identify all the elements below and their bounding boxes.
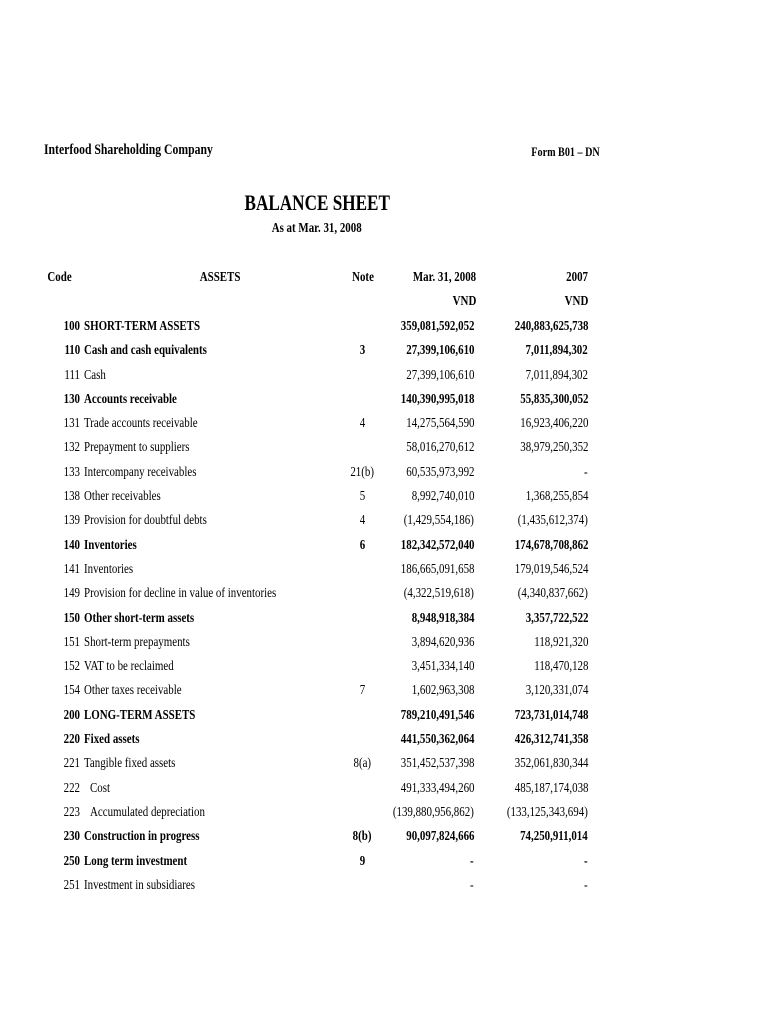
row-amount-previous: - xyxy=(584,877,588,893)
row-amount-current: 351,452,537,398 xyxy=(400,756,474,772)
row-code: 131 xyxy=(63,416,80,432)
table-row xyxy=(0,438,770,462)
row-description: Tangible fixed assets xyxy=(84,756,176,772)
row-amount-previous: 485,187,174,038 xyxy=(514,780,588,796)
currency-label-previous: VND xyxy=(564,294,588,309)
row-description: Provision for decline in value of inventories xyxy=(84,586,277,602)
row-amount-current: 3,451,334,140 xyxy=(411,659,474,675)
row-amount-current: 8,992,740,010 xyxy=(411,489,474,505)
row-amount-previous: 426,312,741,358 xyxy=(514,732,588,748)
row-amount-previous: 3,357,722,522 xyxy=(525,610,588,626)
row-amount-previous: 7,011,894,302 xyxy=(525,367,588,383)
table-row xyxy=(0,341,770,365)
row-amount-current: 3,894,620,936 xyxy=(411,634,474,650)
row-amount-current: (139,880,956,862) xyxy=(393,804,474,820)
row-description: Cost xyxy=(90,780,111,796)
table-row xyxy=(0,536,770,560)
row-code: 223 xyxy=(63,804,80,820)
row-code: 150 xyxy=(63,610,80,626)
table-row xyxy=(0,681,770,705)
table-row xyxy=(0,511,770,535)
row-note: 3 xyxy=(359,343,366,359)
row-amount-previous: - xyxy=(584,853,588,869)
row-amount-previous: 1,368,255,854 xyxy=(525,489,588,505)
row-amount-current: 90,097,824,666 xyxy=(405,829,474,845)
row-note: 7 xyxy=(359,683,366,699)
table-row xyxy=(0,366,770,390)
table-row xyxy=(0,754,770,778)
row-amount-current: 182,342,572,040 xyxy=(400,537,474,553)
row-amount-previous: 723,731,014,748 xyxy=(514,707,588,723)
table-row xyxy=(0,779,770,803)
balance-sheet-table xyxy=(0,317,770,900)
column-header-note: Note xyxy=(351,270,374,285)
row-code: 151 xyxy=(63,634,80,650)
table-row xyxy=(0,463,770,487)
document-title: BALANCE SHEET xyxy=(244,190,390,215)
row-amount-previous: 118,470,128 xyxy=(533,659,588,675)
row-code: 100 xyxy=(63,319,80,334)
row-amount-previous: 7,011,894,302 xyxy=(525,343,588,359)
table-row xyxy=(0,827,770,851)
row-code: 139 xyxy=(63,513,80,529)
row-description: Intercompany receivables xyxy=(84,464,197,480)
table-row xyxy=(0,609,770,633)
column-header-assets: ASSETS xyxy=(199,270,241,285)
row-description: SHORT-TERM ASSETS xyxy=(84,319,201,334)
row-description: Construction in progress xyxy=(84,829,200,845)
document-date: As at Mar. 31, 2008 xyxy=(272,221,362,236)
row-note: 8(b) xyxy=(353,829,372,845)
form-code: Form B01 – DN xyxy=(531,144,600,159)
row-description: Cash and cash equivalents xyxy=(84,343,207,359)
row-code: 251 xyxy=(63,877,80,893)
row-code: 230 xyxy=(63,829,80,845)
table-row xyxy=(0,414,770,438)
row-code: 130 xyxy=(63,391,80,407)
table-row xyxy=(0,706,770,730)
row-description: Inventories xyxy=(84,537,137,553)
row-amount-current: 140,390,995,018 xyxy=(400,391,474,407)
table-row xyxy=(0,633,770,657)
row-code: 200 xyxy=(63,707,80,723)
row-amount-previous: - xyxy=(584,464,588,480)
row-code: 149 xyxy=(63,586,80,602)
table-row xyxy=(0,317,770,341)
row-code: 221 xyxy=(63,756,80,772)
row-description: Provision for doubtful debts xyxy=(84,513,207,529)
row-description: Accumulated depreciation xyxy=(90,804,205,820)
row-amount-current: 27,399,106,610 xyxy=(405,343,474,359)
row-amount-current: 491,333,494,260 xyxy=(400,780,474,796)
row-code: 250 xyxy=(63,853,80,869)
row-amount-current: 359,081,592,052 xyxy=(400,319,474,334)
table-row xyxy=(0,657,770,681)
row-description: Prepayment to suppliers xyxy=(84,440,190,456)
currency-label-current: VND xyxy=(452,294,476,309)
table-row xyxy=(0,730,770,754)
row-code: 141 xyxy=(63,561,80,577)
row-amount-previous: 352,061,830,344 xyxy=(514,756,588,772)
row-code: 133 xyxy=(63,464,80,480)
column-header-current-period: Mar. 31, 2008 xyxy=(412,270,476,285)
row-code: 220 xyxy=(63,732,80,748)
row-amount-previous: (1,435,612,374) xyxy=(517,513,588,529)
table-row xyxy=(0,803,770,827)
row-amount-current: - xyxy=(470,853,474,869)
column-header-previous-period: 2007 xyxy=(566,270,588,285)
row-description: Cash xyxy=(84,367,106,383)
row-description: Investment in subsidiares xyxy=(84,877,196,893)
row-description: Inventories xyxy=(84,561,134,577)
row-note: 21(b) xyxy=(350,464,375,480)
row-description: Other short-term assets xyxy=(84,610,195,626)
row-code: 132 xyxy=(63,440,80,456)
row-amount-previous: 240,883,625,738 xyxy=(514,319,588,334)
company-name: Interfood Shareholding Company xyxy=(44,142,213,158)
table-row xyxy=(0,876,770,900)
row-amount-current: 441,550,362,064 xyxy=(400,732,474,748)
table-row xyxy=(0,390,770,414)
row-code: 110 xyxy=(64,343,80,359)
row-amount-current: 1,602,963,308 xyxy=(411,683,474,699)
row-code: 222 xyxy=(63,780,80,796)
row-code: 152 xyxy=(63,659,80,675)
row-note: 6 xyxy=(359,537,366,553)
row-amount-current: 58,016,270,612 xyxy=(405,440,474,456)
row-note: 8(a) xyxy=(353,756,372,772)
row-note: 5 xyxy=(359,489,366,505)
row-amount-current: 186,665,091,658 xyxy=(400,561,474,577)
column-header-code: Code xyxy=(47,270,73,285)
row-amount-current: (4,322,519,618) xyxy=(403,586,474,602)
row-amount-previous: 16,923,406,220 xyxy=(519,416,588,432)
row-description: Other receivables xyxy=(84,489,161,505)
row-note: 4 xyxy=(359,513,366,529)
table-row xyxy=(0,560,770,584)
row-amount-previous: 179,019,546,524 xyxy=(514,561,588,577)
row-amount-current: 8,948,918,384 xyxy=(411,610,474,626)
row-amount-previous: (133,125,343,694) xyxy=(507,804,588,820)
row-code: 154 xyxy=(63,683,80,699)
row-amount-previous: 118,921,320 xyxy=(533,634,588,650)
row-description: Accounts receivable xyxy=(84,391,177,407)
row-code: 140 xyxy=(63,537,80,553)
row-description: Long term investment xyxy=(84,853,188,869)
row-amount-previous: 174,678,708,862 xyxy=(514,537,588,553)
row-code: 111 xyxy=(64,367,80,383)
row-description: Fixed assets xyxy=(84,732,140,748)
row-code: 138 xyxy=(63,489,80,505)
row-amount-previous: (4,340,837,662) xyxy=(517,586,588,602)
row-amount-current: (1,429,554,186) xyxy=(403,513,474,529)
row-description: Other taxes receivable xyxy=(84,683,182,699)
table-row xyxy=(0,487,770,511)
table-row xyxy=(0,584,770,608)
row-note: 9 xyxy=(359,853,366,869)
row-amount-current: 27,399,106,610 xyxy=(405,367,474,383)
row-amount-previous: 38,979,250,352 xyxy=(519,440,588,456)
row-description: Trade accounts receivable xyxy=(84,416,198,432)
row-amount-previous: 3,120,331,074 xyxy=(525,683,588,699)
row-description: Short-term prepayments xyxy=(84,634,190,650)
row-description: VAT to be reclaimed xyxy=(84,659,174,675)
row-description: LONG-TERM ASSETS xyxy=(84,707,196,723)
row-amount-previous: 74,250,911,014 xyxy=(520,829,588,845)
row-amount-previous: 55,835,300,052 xyxy=(519,391,588,407)
row-amount-current: 60,535,973,992 xyxy=(405,464,474,480)
row-amount-current: 789,210,491,546 xyxy=(400,707,474,723)
row-amount-current: - xyxy=(470,877,474,893)
table-row xyxy=(0,852,770,876)
row-amount-current: 14,275,564,590 xyxy=(405,416,474,432)
row-note: 4 xyxy=(359,416,366,432)
